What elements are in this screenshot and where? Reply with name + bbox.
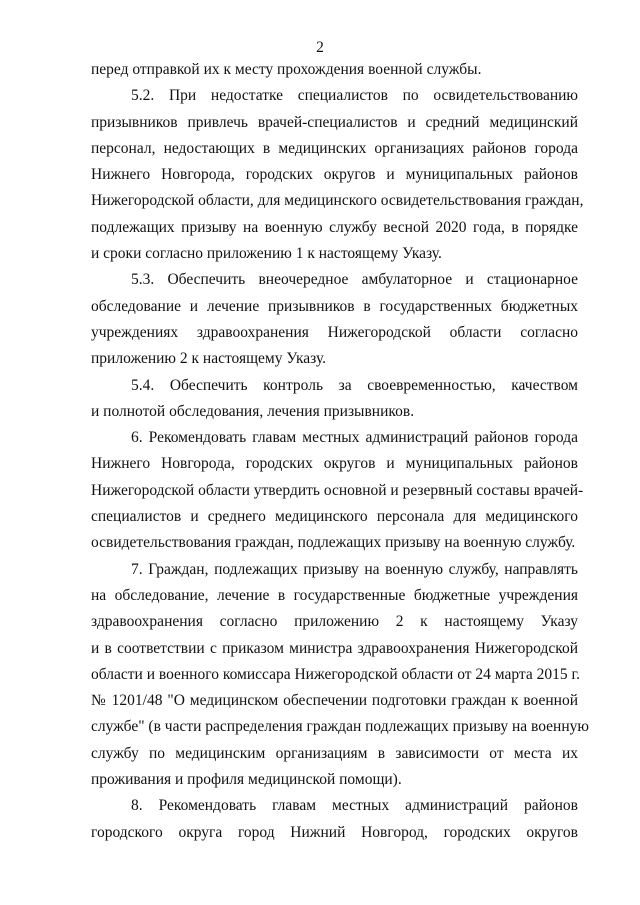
text-line: обследование и лечение призывников в государственных бюджетных (91, 297, 578, 315)
page-number: 2 (316, 39, 324, 56)
text-line: учреждениях здравоохранения Нижегородской области согласно (91, 323, 578, 341)
text-line: и полнотой обследования, лечения призывников. (91, 402, 415, 420)
text-line: службе" (в части распределения граждан подлежащих призыву на военную (91, 718, 589, 736)
text-line: Нижнего Новгорода, городских округов и муниципальных районов (91, 455, 578, 473)
text-line: призывников привлечь врачей-специалистов и средний медицинский (91, 113, 578, 131)
text-line: проживания и профиля медицинской помощи). (91, 771, 402, 789)
text-line: области и военного комиссара Нижегородской области от 24 марта 2015 г. (91, 665, 580, 683)
paragraph-item-5-2 (91, 83, 584, 267)
text-line: 5.4. Обеспечить контроль за своевременностью, качеством (131, 376, 578, 394)
text-line: Нижнего Новгорода, городских округов и муниципальных районов (91, 166, 578, 184)
paragraph-item-7 (91, 557, 589, 794)
text-line: перед отправкой их к месту прохождения военной службы. (91, 61, 482, 78)
document-body (91, 57, 589, 846)
text-line: Нижегородской области, для медицинского освидетельствования граждан, (91, 192, 584, 210)
text-line: приложению 2 к настоящему Указу. (91, 350, 327, 368)
text-line: 7. Граждан, подлежащих призыву на военную службу, направлять (131, 560, 578, 578)
text-line: и сроки согласно приложению 1 к настоящему Указу. (91, 245, 442, 263)
text-line: 5.3. Обеспечить внеочередное амбулаторное и стационарное (131, 271, 578, 289)
text-line: Нижегородской области утвердить основной и резервный составы врачей- (91, 481, 584, 499)
text-line: 5.2. При недостатке специалистов по освидетельствованию (131, 87, 578, 105)
text-line: и в соответствии с приказом министра здравоохранения Нижегородской (91, 639, 578, 657)
text-line: подлежащих призыву на военную службу весной 2020 года, в порядке (91, 218, 578, 236)
paragraph-item-6 (91, 425, 584, 556)
paragraph-item-5-3 (91, 267, 578, 372)
text-line: службу по медицинским организациям в зависимости от места их (91, 744, 578, 762)
text-line: городского округа город Нижний Новгород, городских округов (91, 823, 578, 841)
text-line: на обследование, лечение в государственные бюджетные учреждения (91, 586, 578, 604)
text-line: № 1201/48 "О медицинском обеспечении подготовки граждан к военной (91, 692, 578, 710)
paragraph-continuation (91, 57, 578, 83)
text-line: персонал, недостающих в медицинских организациях районов города (91, 139, 578, 157)
text-line: 6. Рекомендовать главам местных администраций районов города (131, 429, 578, 447)
text-line: специалистов и среднего медицинского персонала для медицинского (91, 508, 578, 526)
text-line: 8. Рекомендовать главам местных администраций районов (131, 797, 578, 815)
text-line: здравоохранения согласно приложению 2 к настоящему Указу (91, 613, 578, 631)
paragraph-item-8 (91, 793, 578, 846)
text-line: освидетельствования граждан, подлежащих призыву на военную службу. (91, 534, 576, 552)
paragraph-item-5-4 (91, 373, 578, 426)
